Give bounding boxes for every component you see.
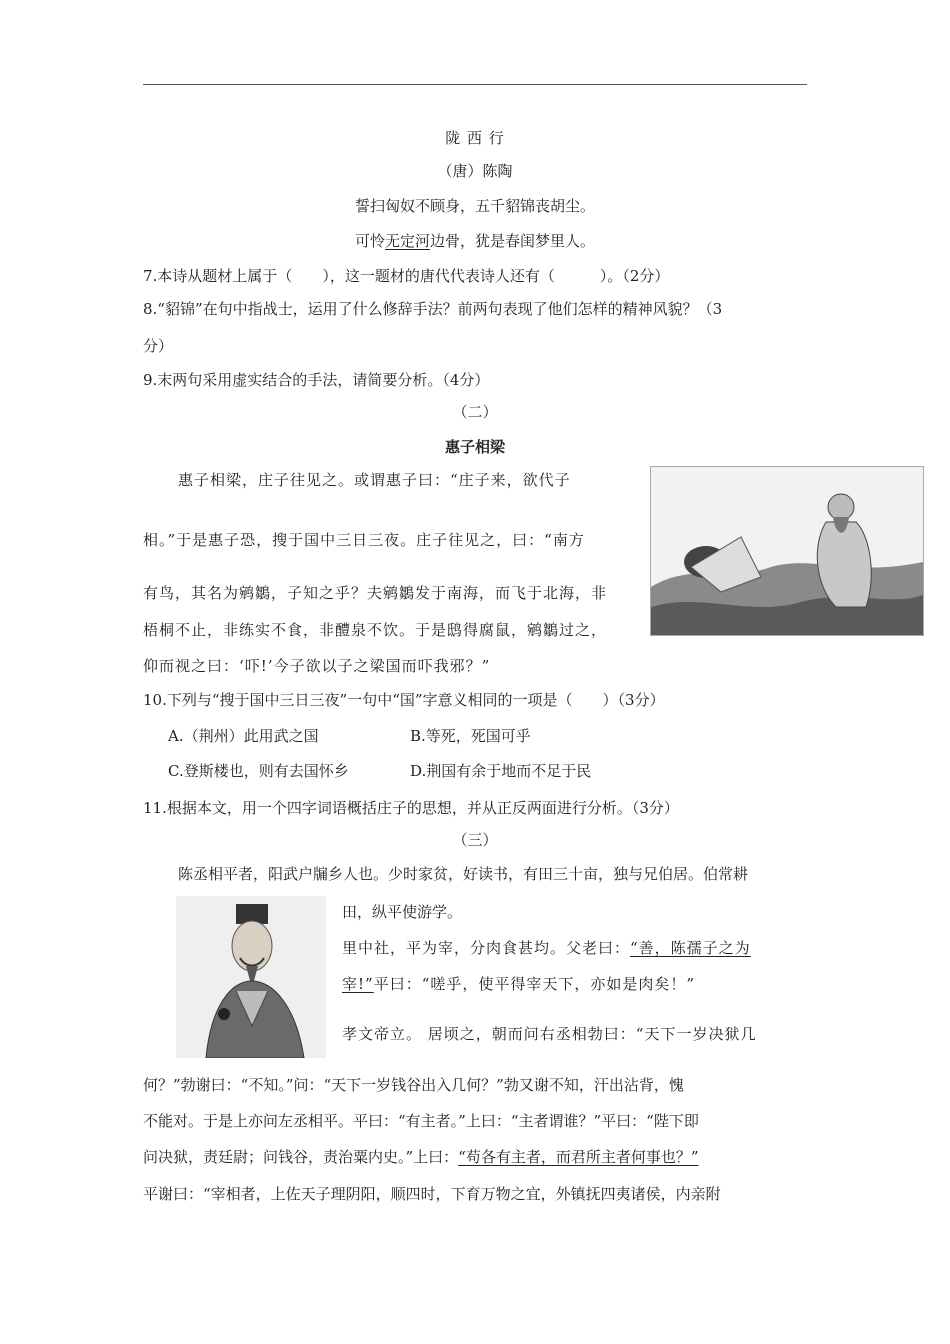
- passage-3-line-5: 孝文帝立。 居顷之，朝而问右丞相勃曰：“天下一岁决狱几: [342, 1025, 757, 1043]
- passage-3-line-6: 何？”勃谢曰：“不知。”问：“天下一岁钱谷出入几何？”勃又谢不知，汗出沾背，愧: [143, 1076, 684, 1094]
- passage-3-line-1: 陈丞相平者，阳武户牖乡人也。少时家贫，好读书，有田三十亩，独与兄伯居。伯常耕: [178, 865, 749, 883]
- poem-line-2: 可怜无定河边骨，犹是春闺梦里人。: [354, 232, 596, 250]
- question-7: 7.本诗从题材上属于（ ），这一题材的唐代代表诗人还有（ ）。（2分）: [143, 267, 670, 285]
- zhuangzi-illustration: [650, 466, 924, 636]
- passage-2-line-5: 仰而视之曰：‘吓!’今子欲以子之梁国而吓我邪？”: [143, 657, 491, 675]
- question-10-stem: 10.下列与“搜于国中三日三夜”一句中“国”字意义相同的一项是（ ）（3分）: [143, 691, 665, 709]
- passage-2-line-4: 梧桐不止，非练实不食，非醴泉不饮。于是鸱得腐鼠，鹓鶵过之，: [143, 621, 608, 639]
- passage-3-line-4: 宰!”平曰：“嗟乎，使平得宰天下，亦如是肉矣！”: [342, 975, 696, 993]
- passage-3-line-2: 田，纵平使游学。: [342, 903, 463, 921]
- passage-2-line-3: 有鸟，其名为鹓鶵，子知之乎？夫鹓鶵发于南海，而飞于北海，非: [143, 584, 608, 602]
- question-10-option-b: B.等死，死国可乎: [410, 727, 531, 745]
- poem-title: 陇 西 行: [445, 129, 505, 147]
- chen-ping-portrait: [176, 896, 326, 1058]
- header-rule: [143, 84, 807, 85]
- passage-3-line-8: 问决狱，责廷尉；问钱谷，责治粟内史。”上曰：“苟各有主者，而君所主者何事也？”: [143, 1148, 699, 1166]
- poem-author: （唐）陈陶: [437, 162, 513, 180]
- question-8-line-2: 分）: [143, 337, 174, 355]
- question-10-option-a: A.（荆州）此用武之国: [168, 727, 319, 745]
- section-2-title: 惠子相梁: [444, 438, 505, 456]
- question-10-option-d: D.荆国有余于地而不足于民: [410, 762, 592, 780]
- question-9: 9.末两句采用虚实结合的手法，请简要分析。（4分）: [143, 371, 490, 389]
- passage-2-line-2: 相。”于是惠子恐，搜于国中三日三夜。庄子往见之，曰：“南方: [143, 531, 585, 549]
- section-2-number: （二）: [452, 403, 498, 421]
- passage-3-line-9: 平谢曰：“宰相者，上佐天子理阴阳，顺四时，下育万物之宜，外镇抚四夷诸侯，内亲附: [143, 1185, 721, 1203]
- passage-3-line-3: 里中社，平为宰，分肉食甚均。父老曰：“善，陈孺子之为: [342, 939, 751, 957]
- question-10-option-c: C.登斯楼也，则有去国怀乡: [168, 762, 349, 780]
- question-11: 11.根据本文，用一个四字词语概括庄子的思想，并从正反两面进行分析。（3分）: [143, 799, 679, 817]
- section-3-number: （三）: [452, 831, 498, 849]
- poem-line-1: 誓扫匈奴不顾身，五千貂锦丧胡尘。: [354, 197, 595, 215]
- passage-2-line-1: 惠子相梁，庄子往见之。或谓惠子曰：“庄子来，欲代子: [178, 471, 571, 489]
- question-8-line-1: 8.“貂锦”在句中指战士，运用了什么修辞手法？前两句表现了他们怎样的精神风貌？（3: [143, 300, 723, 318]
- passage-3-line-7: 不能对。于是上亦问左丞相平。平曰：“有主者。”上曰：“主者谓谁？”平曰：“陛下即: [143, 1112, 699, 1130]
